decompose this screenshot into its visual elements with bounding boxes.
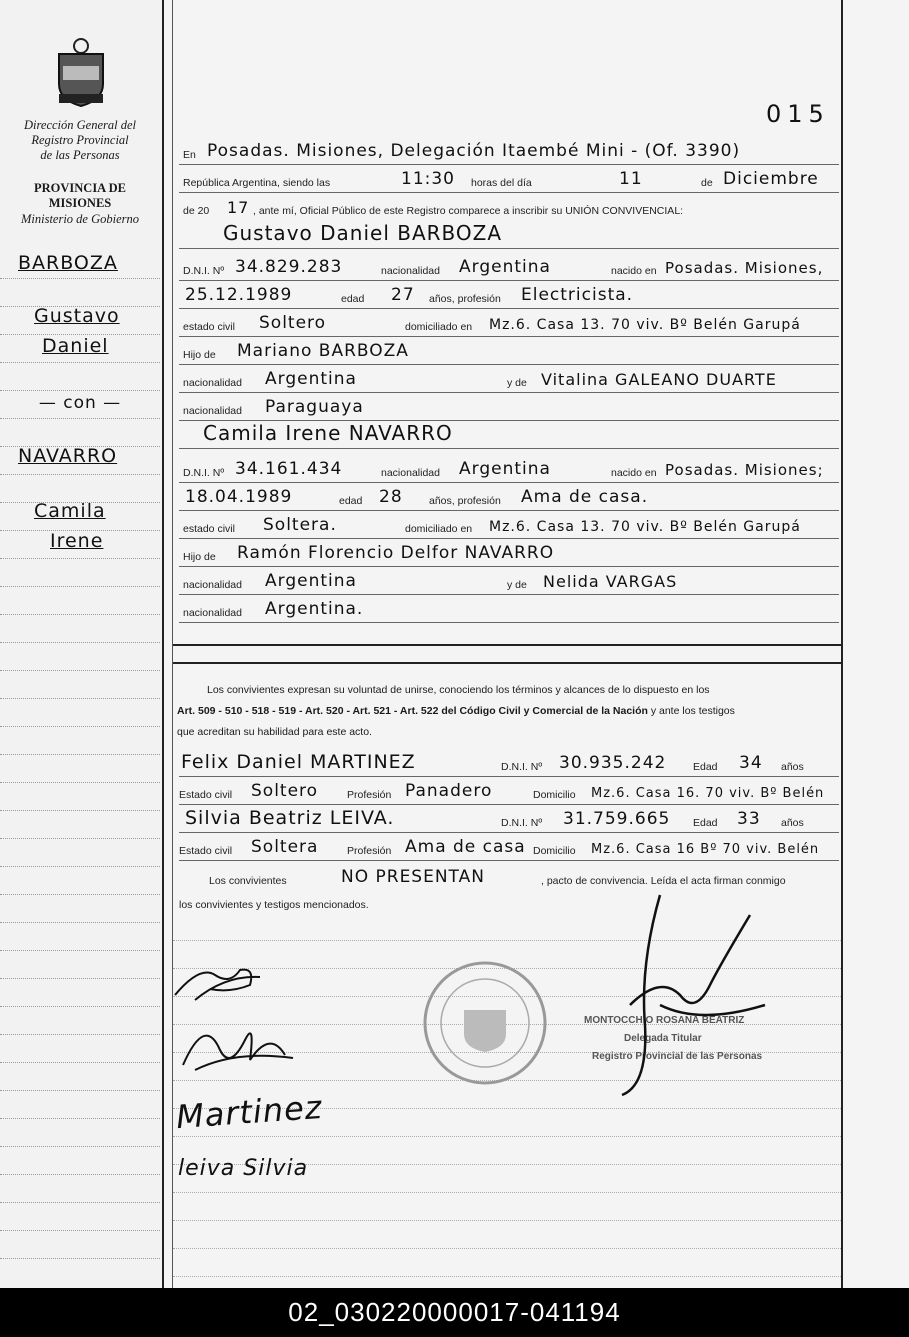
person2-father-nationality: Argentina bbox=[265, 571, 357, 591]
margin-rule bbox=[0, 1090, 160, 1091]
margin-given-2a: Camila bbox=[34, 500, 106, 522]
person1-mother: Vitalina GALEANO DUARTE bbox=[541, 370, 777, 389]
witness2-name-line bbox=[179, 808, 839, 833]
footer-document-code: 02_030220000017-041194 bbox=[0, 1288, 909, 1337]
margin-rule bbox=[0, 558, 160, 559]
dni-label: D.N.I. Nº bbox=[501, 817, 543, 829]
margin-rule bbox=[0, 642, 160, 643]
margin-rule bbox=[0, 418, 160, 419]
margin-connector: — con — bbox=[38, 393, 122, 413]
father-nationality-label: nacionalidad bbox=[183, 579, 242, 591]
years-label: años bbox=[781, 761, 804, 773]
margin-rule bbox=[0, 1062, 160, 1063]
nationality-label: nacionalidad bbox=[381, 265, 440, 277]
de-label: de bbox=[701, 177, 713, 189]
margin-rule bbox=[0, 1006, 160, 1007]
child-label: Hijo de bbox=[183, 349, 216, 361]
agency-line-3: de las Personas bbox=[40, 148, 120, 162]
born-label: nacido en bbox=[611, 265, 657, 277]
signature-1 bbox=[170, 955, 270, 1005]
time-value: 11:30 bbox=[401, 169, 455, 189]
margin-rule bbox=[0, 726, 160, 727]
nationality-label: nacionalidad bbox=[381, 467, 440, 479]
person1-mother-nat-line bbox=[179, 396, 839, 421]
person2-father: Ramón Florencio Delfor NAVARRO bbox=[237, 543, 555, 563]
official-signature bbox=[600, 885, 770, 1100]
margin-rule bbox=[0, 922, 160, 923]
pact-value: NO PRESENTAN bbox=[341, 867, 485, 887]
section-divider bbox=[173, 644, 841, 646]
margin-column bbox=[0, 0, 164, 1288]
person1-nationality: Argentina bbox=[459, 257, 551, 277]
margin-rule bbox=[0, 670, 160, 671]
witness1-civil: Soltero bbox=[251, 781, 319, 801]
margin-rule bbox=[0, 362, 160, 363]
signature-rule bbox=[173, 1276, 841, 1277]
person1-profession: Electricista. bbox=[521, 285, 634, 305]
years-label: años bbox=[781, 817, 804, 829]
closing-label-start: Los convivientes bbox=[209, 875, 287, 887]
signature-rule bbox=[173, 1220, 841, 1221]
statement-line-2-rest: y ante los testigos bbox=[647, 705, 735, 717]
margin-rule bbox=[0, 810, 160, 811]
person2-mother-nationality: Argentina. bbox=[265, 599, 364, 619]
year-suffix: 17 bbox=[227, 198, 250, 217]
margin-surname-1: BARBOZA bbox=[18, 252, 118, 274]
province-name bbox=[0, 181, 160, 211]
closing-label-end: , pacto de convivencia. Leída el acta firman conmigo bbox=[541, 875, 786, 887]
person2-civil: Soltera. bbox=[263, 515, 337, 535]
witness2-civil: Soltera bbox=[251, 837, 319, 857]
en-label: En bbox=[183, 149, 196, 161]
person2-mother-nat-line bbox=[179, 598, 839, 623]
witness1-details-line bbox=[179, 780, 839, 805]
and-label: y de bbox=[507, 579, 527, 591]
registry-seal-stamp bbox=[420, 958, 550, 1088]
domicile-label: domiciliado en bbox=[405, 321, 473, 333]
person1-dni: 34.829.283 bbox=[235, 257, 343, 277]
margin-given-2b: Irene bbox=[50, 530, 104, 552]
margin-rule bbox=[0, 1230, 160, 1231]
person2-age-line bbox=[179, 486, 839, 511]
person1-birthdate: 25.12.1989 bbox=[185, 285, 293, 305]
margin-given-1b: Daniel bbox=[42, 335, 109, 357]
signature-2 bbox=[175, 1010, 300, 1075]
agency-line-1: Dirección General del bbox=[24, 118, 136, 132]
intro-text: , ante mí, Oficial Público de este Registro comparece a inscribir su UNIÓN CONVIVENCIAL: bbox=[253, 205, 684, 217]
place-line bbox=[179, 140, 839, 165]
month-value: Diciembre bbox=[723, 169, 819, 189]
day-value: 11 bbox=[619, 169, 643, 189]
person1-id-line bbox=[179, 256, 839, 281]
domicile-label: Domicilio bbox=[533, 845, 576, 857]
folio-number: 015 bbox=[766, 100, 830, 128]
person1-age: 27 bbox=[391, 285, 415, 305]
person2-domicile: Mz.6. Casa 13. 70 viv. Bº Belén Garupá bbox=[489, 519, 801, 535]
profession-label: Profesión bbox=[347, 789, 392, 801]
signature-rule bbox=[173, 1192, 841, 1193]
age-label: Edad bbox=[693, 817, 718, 829]
margin-rule bbox=[0, 390, 160, 391]
margin-rule bbox=[0, 306, 160, 307]
person1-mother-nationality: Paraguaya bbox=[265, 397, 364, 417]
person1-father-nationality: Argentina bbox=[265, 369, 357, 389]
person2-nationality: Argentina bbox=[459, 459, 551, 479]
signature-rule bbox=[173, 1248, 841, 1249]
witness1-dni: 30.935.242 bbox=[559, 753, 667, 773]
margin-rule bbox=[0, 698, 160, 699]
province-line-1: PROVINCIA DE bbox=[33, 181, 127, 195]
person1-father: Mariano BARBOZA bbox=[237, 341, 409, 361]
provincial-shield-logo bbox=[53, 36, 109, 108]
person2-name-line bbox=[179, 421, 839, 449]
margin-rule bbox=[0, 530, 160, 531]
person2-birthplace: Posadas. Misiones; bbox=[665, 461, 824, 479]
margin-rule bbox=[0, 782, 160, 783]
person2-father-line bbox=[179, 542, 839, 567]
margin-rule bbox=[0, 1174, 160, 1175]
witness1-name: Felix Daniel MARTINEZ bbox=[181, 751, 416, 773]
margin-rule bbox=[0, 950, 160, 951]
margin-rule bbox=[0, 278, 160, 279]
profession-label: Profesión bbox=[347, 845, 392, 857]
witness2-profession: Ama de casa bbox=[405, 837, 526, 857]
hours-label: horas del día bbox=[471, 177, 532, 189]
civil-label: Estado civil bbox=[179, 845, 233, 857]
margin-rule bbox=[0, 334, 160, 335]
and-label: y de bbox=[507, 377, 527, 389]
margin-rule bbox=[0, 474, 160, 475]
dni-label: D.N.I. Nº bbox=[183, 467, 225, 479]
born-label: nacido en bbox=[611, 467, 657, 479]
witness2-domicile: Mz.6. Casa 16 Bº 70 viv. Belén bbox=[591, 842, 820, 857]
margin-rule bbox=[0, 1034, 160, 1035]
stamp-line-2: Delegada Titular bbox=[624, 1033, 702, 1044]
person1-domicile: Mz.6. Casa 13. 70 viv. Bº Belén Garupá bbox=[489, 317, 801, 333]
witness2-age: 33 bbox=[737, 809, 761, 829]
person2-mother: Nelida VARGAS bbox=[543, 572, 678, 591]
section-divider bbox=[173, 662, 841, 664]
signature-3: Martinez bbox=[174, 1087, 324, 1137]
agency-line-2: Registro Provincial bbox=[31, 133, 129, 147]
witness1-age: 34 bbox=[739, 753, 763, 773]
person2-mother-line bbox=[179, 570, 839, 595]
person1-age-line bbox=[179, 284, 839, 309]
profession-label: años, profesión bbox=[429, 495, 501, 507]
age-label: edad bbox=[341, 293, 365, 305]
mother-nationality-label: nacionalidad bbox=[183, 405, 242, 417]
witness2-name: Silvia Beatriz LEIVA. bbox=[185, 807, 395, 829]
margin-rule bbox=[0, 894, 160, 895]
person2-civil-line bbox=[179, 514, 839, 539]
witness1-domicile: Mz.6. Casa 16. 70 viv. Bº Belén bbox=[591, 786, 825, 801]
person1-father-line bbox=[179, 340, 839, 365]
statement-line-3: que acreditan su habilidad para este acto. bbox=[177, 726, 372, 738]
margin-surname-2: NAVARRO bbox=[18, 445, 118, 467]
margin-rule bbox=[0, 838, 160, 839]
republic-label: República Argentina, siendo las bbox=[183, 177, 331, 189]
signature-rule bbox=[173, 1136, 841, 1137]
person2-id-line bbox=[179, 458, 839, 483]
margin-connector-text: con bbox=[63, 393, 97, 413]
witness2-dni: 31.759.665 bbox=[563, 809, 671, 829]
person2-dni: 34.161.434 bbox=[235, 459, 343, 479]
margin-rule bbox=[0, 1202, 160, 1203]
margin-rule bbox=[0, 866, 160, 867]
witness2-details-line bbox=[179, 836, 839, 861]
ministry-name: Ministerio de Gobierno bbox=[20, 212, 140, 226]
margin-rule bbox=[0, 614, 160, 615]
mother-nationality-label: nacionalidad bbox=[183, 607, 242, 619]
civil-label: Estado civil bbox=[179, 789, 233, 801]
dni-label: D.N.I. Nº bbox=[183, 265, 225, 277]
person2-name: Camila Irene NAVARRO bbox=[203, 421, 453, 445]
age-label: Edad bbox=[693, 761, 718, 773]
domicile-label: Domicilio bbox=[533, 789, 576, 801]
child-label: Hijo de bbox=[183, 551, 216, 563]
person1-civil-line bbox=[179, 312, 839, 337]
margin-rule bbox=[0, 586, 160, 587]
margin-rule bbox=[0, 502, 160, 503]
margin-given-1a: Gustavo bbox=[34, 305, 120, 327]
agency-name bbox=[0, 118, 160, 163]
person2-profession: Ama de casa. bbox=[521, 487, 649, 507]
person1-civil: Soltero bbox=[259, 313, 327, 333]
civil-label: estado civil bbox=[183, 321, 235, 333]
statement-paragraph bbox=[177, 680, 837, 743]
province-line-2: MISIONES bbox=[48, 196, 112, 210]
margin-rule bbox=[0, 1118, 160, 1119]
domicile-label: domiciliado en bbox=[405, 523, 473, 535]
place-value: Posadas. Misiones, Delegación Itaembé Mini - (Of. 3390) bbox=[207, 141, 741, 161]
stamp-line-3: Registro Provincial de las Personas bbox=[592, 1051, 763, 1062]
profession-label: años, profesión bbox=[429, 293, 501, 305]
person1-name-line bbox=[179, 221, 839, 249]
signature-4: leiva Silvia bbox=[178, 1156, 309, 1181]
closing-text-2: los convivientes y testigos mencionados. bbox=[179, 899, 369, 911]
witness1-profession: Panadero bbox=[405, 781, 493, 801]
intro-line bbox=[179, 196, 839, 220]
stamp-line-1: MONTOCCHIO ROSANA BEATRIZ bbox=[584, 1015, 745, 1026]
statement-line-1: Los convivientes expresan su voluntad de unirse, conociendo los términos y alcances de lo dispuesto en los bbox=[207, 684, 710, 696]
dni-label: D.N.I. Nº bbox=[501, 761, 543, 773]
person2-birthdate: 18.04.1989 bbox=[185, 487, 293, 507]
person1-name: Gustavo Daniel BARBOZA bbox=[223, 221, 503, 245]
margin-rule bbox=[0, 978, 160, 979]
margin-rule bbox=[0, 754, 160, 755]
witness1-name-line bbox=[179, 752, 839, 777]
civil-label: estado civil bbox=[183, 523, 235, 535]
person2-age: 28 bbox=[379, 487, 403, 507]
person1-birthplace: Posadas. Misiones, bbox=[665, 259, 824, 277]
statement-articles: Art. 509 - 510 - 518 - 519 - Art. 520 - Art. 521 - Art. 522 del Código Civil y Comercial de la Nación bbox=[177, 705, 648, 717]
year-prefix: de 20 bbox=[183, 205, 210, 217]
person1-mother-line bbox=[179, 368, 839, 393]
margin-rule bbox=[0, 1258, 160, 1259]
margin-rule bbox=[0, 1146, 160, 1147]
margin-rule bbox=[0, 446, 160, 447]
age-label: edad bbox=[339, 495, 363, 507]
statement-line-2 bbox=[177, 701, 837, 722]
father-nationality-label: nacionalidad bbox=[183, 377, 242, 389]
date-line bbox=[179, 168, 839, 193]
